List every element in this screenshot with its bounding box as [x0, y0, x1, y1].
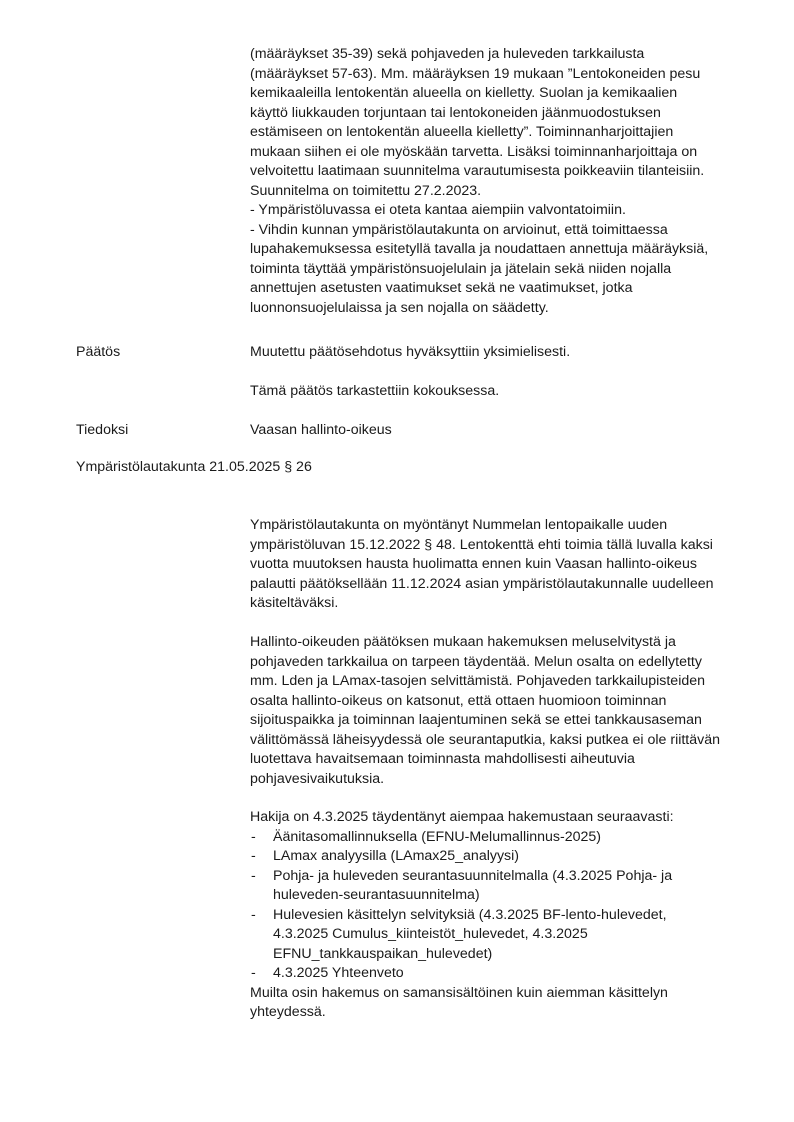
list-item	[250, 847, 750, 867]
text-line: pohjavesivaikutuksia.	[250, 770, 385, 787]
text-line: pohjaveden tarkkailua on tarpeen täydentää. Melun osalta on edellytetty	[250, 653, 702, 670]
text-line: käsiteltäväksi.	[250, 595, 339, 611]
continuation-paragraph	[250, 45, 750, 318]
list-item-text: 4.3.2025 Cumulus_kiinteistöt_hulevedet, 4.3.2025	[273, 926, 588, 942]
text-line: mm. Lden ja LAmax-tasojen selvittämistä. Pohjaveden tarkkailupisteiden	[250, 673, 706, 689]
dash-bullet-icon: -	[251, 906, 256, 923]
notice-value: Vaasan hallinto-oikeus	[250, 422, 392, 438]
list-item-text: EFNU_tankkauspaikan_hulevedet)	[273, 945, 493, 962]
text-line: lupahakemuksessa esitetyllä tavalla ja noudattaen annettuja määräyksiä,	[250, 241, 709, 257]
list-intro: Hakija on 4.3.2025 täydentänyt aiempaa hakemustaan seuraavasti:	[250, 809, 674, 825]
text-line: Ympäristölautakunta on myöntänyt Nummelan lentopaikalle uuden	[250, 517, 668, 533]
text-line: välittömässä läheisyydessä ole seurantaputkia, kaksi putkea ei ole riittävän	[250, 731, 721, 748]
list-item-text: Hulevesien käsittelyn selvityksiä (4.3.2025 BF-lento-hulevedet,	[273, 906, 667, 923]
list-item	[250, 906, 750, 965]
text-line: palautti päätöksellään 11.12.2024 asian ympäristölautakunnalle uudelleen	[250, 575, 714, 592]
list-item-text: 4.3.2025 Yhteenveto	[273, 965, 404, 981]
text-line: osalta hallinto-oikeus on katsonut, että ottaen huomioon toiminnan	[250, 692, 667, 709]
dash-bullet-icon: -	[251, 848, 256, 864]
list-item-text: huleveden-seurantasuunnitelma)	[273, 887, 480, 903]
decision-text: Muutettu päätösehdotus hyväksyttiin yksimielisesti.	[250, 344, 571, 360]
list-item-text: Pohja- ja huleveden seurantasuunnitelmalla (4.3.2025 Pohja- ja	[273, 867, 673, 884]
text-line: sijoituspaikka ja toiminnan laajentuminen sekä se ettei tankkausaseman	[250, 712, 702, 728]
supplement-section	[250, 808, 750, 1023]
decision-label: Päätös	[76, 344, 121, 360]
list-item-text: Äänitasomallinnuksella (EFNU-Melumallinnus-2025)	[273, 828, 602, 845]
text-line: ympäristöluvan 15.12.2022 § 48. Lentokenttä ehti toimia tällä luvalla kaksi	[250, 536, 713, 553]
text-line: käyttö liukkauden torjuntaan tai lentokoneiden jäänmuodostuksen	[250, 104, 661, 121]
text-line: - Vihdin kunnan ympäristölautakunta on arvioinut, että toimittaessa	[250, 221, 668, 238]
text-line: luotettava havaitsemaan toiminnasta mahdollisesti aiheutuvia	[250, 751, 635, 767]
text-line: annettujen asetusten vaatimukset sekä ne vaatimukset, jotka	[250, 280, 633, 296]
text-line: toiminta täyttää ympäristönsuojelulain ja jätelain sekä niiden nojalla	[250, 260, 672, 277]
dash-bullet-icon: -	[251, 828, 256, 845]
list-item-text: LAmax analyysilla (LAmax25_analyysi)	[273, 848, 520, 864]
list-item	[250, 828, 750, 848]
text-line: Muilta osin hakemus on samansisältöinen kuin aiemman käsittelyn	[250, 984, 668, 1001]
text-line: - Ympäristöluvassa ei oteta kantaa aiempiin valvontatoimiin.	[250, 202, 626, 218]
text-line: (määräykset 57-63). Mm. määräyksen 19 mukaan ”Lentokoneiden pesu	[250, 65, 701, 82]
text-line: luonnonsuojelulaissa ja sen nojalla on säädetty.	[250, 299, 549, 316]
body-paragraph-2	[250, 633, 750, 789]
text-line: Suunnitelma on toimitettu 27.2.2023.	[250, 182, 482, 199]
text-line: estämiseen on lentokentän alueella kielletty”. Toiminnanharjoittajien	[250, 124, 674, 140]
text-line: yhteydessä.	[250, 1004, 326, 1020]
dash-bullet-icon: -	[251, 965, 256, 981]
section-heading: Ympäristölautakunta 21.05.2025 § 26	[76, 459, 312, 475]
text-line: (määräykset 35-39) sekä pohjaveden ja huleveden tarkkailusta	[250, 46, 645, 62]
list-item	[250, 867, 750, 906]
dash-bullet-icon: -	[251, 867, 256, 884]
decision-note: Tämä päätös tarkastettiin kokouksessa.	[250, 383, 500, 399]
notice-label: Tiedoksi	[76, 422, 129, 438]
text-line: vuotta muutoksen hausta huolimatta ennen kuin Vaasan hallinto-oikeus	[250, 556, 697, 572]
text-line: Hallinto-oikeuden päätöksen mukaan hakemuksen meluselvitystä ja	[250, 634, 676, 650]
supplement-list	[250, 828, 750, 984]
text-line: mukaan siihen ei ole myöskään tarvetta. Lisäksi toiminnanharjoittaja on	[250, 143, 698, 160]
list-item	[250, 964, 750, 984]
text-line: velvoitettu laatimaan suunnitelma varautumisesta poikkeaviin tilanteisiin.	[250, 163, 705, 179]
text-line: kemikaaleilla lentokentän alueella on kielletty. Suolan ja kemikaalien	[250, 85, 678, 101]
body-paragraph-1	[250, 516, 750, 614]
